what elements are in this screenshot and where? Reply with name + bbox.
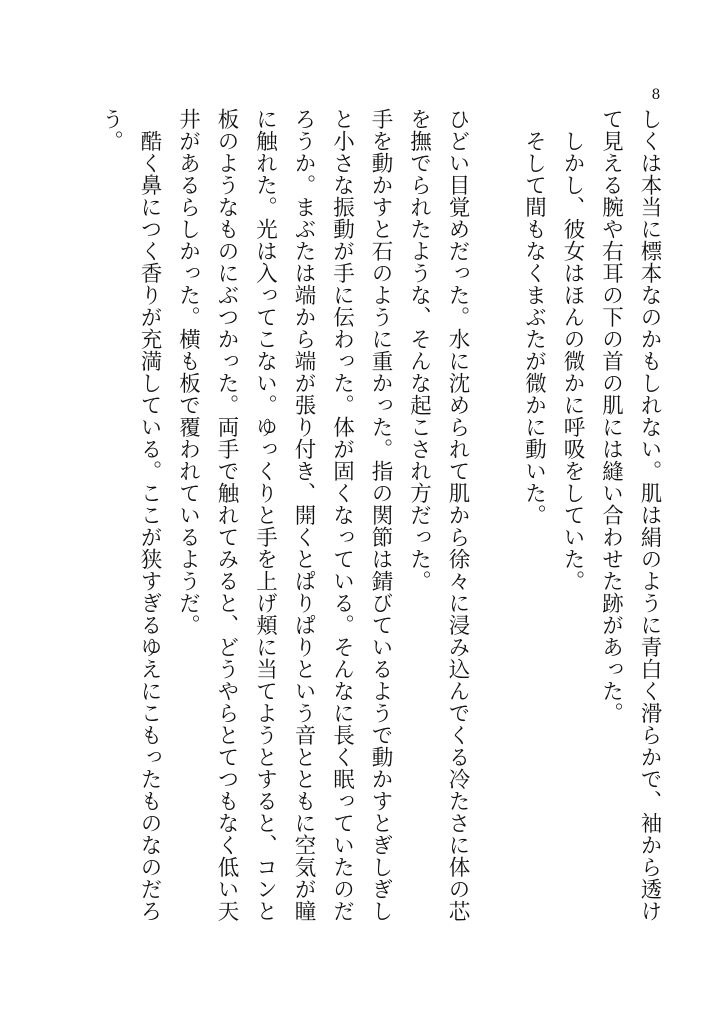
paragraph-3: そして間もなくまぶたが微かに動いた。 xyxy=(521,129,547,526)
paragraph-5: 手を動かすと石のように重かった。指の関節は錆びているようで動かすとぎしぎしと小さな振動が手に伝わった。体が固くなっている。そんなに長く眠っていたのだろうか。まぶたは端から端が張り付き、開くとぱりぱりという音とともに空気が瞳に触れた。光は入ってこない。ゆっくりと手を上げ頬に当てようとすると、コンと板のようなものにぶつかった。両手で触れてみると、どうやらとてつもなく低い天井があるらしかった。横も板で覆われているようだ。 xyxy=(175,108,393,922)
vertical-text-body xyxy=(91,108,668,938)
paragraph-4: ひどい目覚めだった。水に沈められて肌から徐々に浸み込んでくる冷たさに体の芯を撫でられたような、そんな起こされ方だった。 xyxy=(406,108,470,922)
paragraph-1: しくは本当に標本なのかもしれない。肌は絹のように青白く滑らかで、袖から透けて見える腕や右耳の下の首の肌には縫い合わせた跡があった。 xyxy=(598,108,662,922)
paragraph-2: しかし、彼女はほんの微かに呼吸をしていた。 xyxy=(560,129,585,592)
page-number: 8 xyxy=(651,87,661,103)
paragraph-gap xyxy=(476,108,514,938)
paragraph-6: 酷く鼻につく香りが充満している。ここが狭すぎるゆえにこもったものなのだろう。 xyxy=(98,108,162,922)
